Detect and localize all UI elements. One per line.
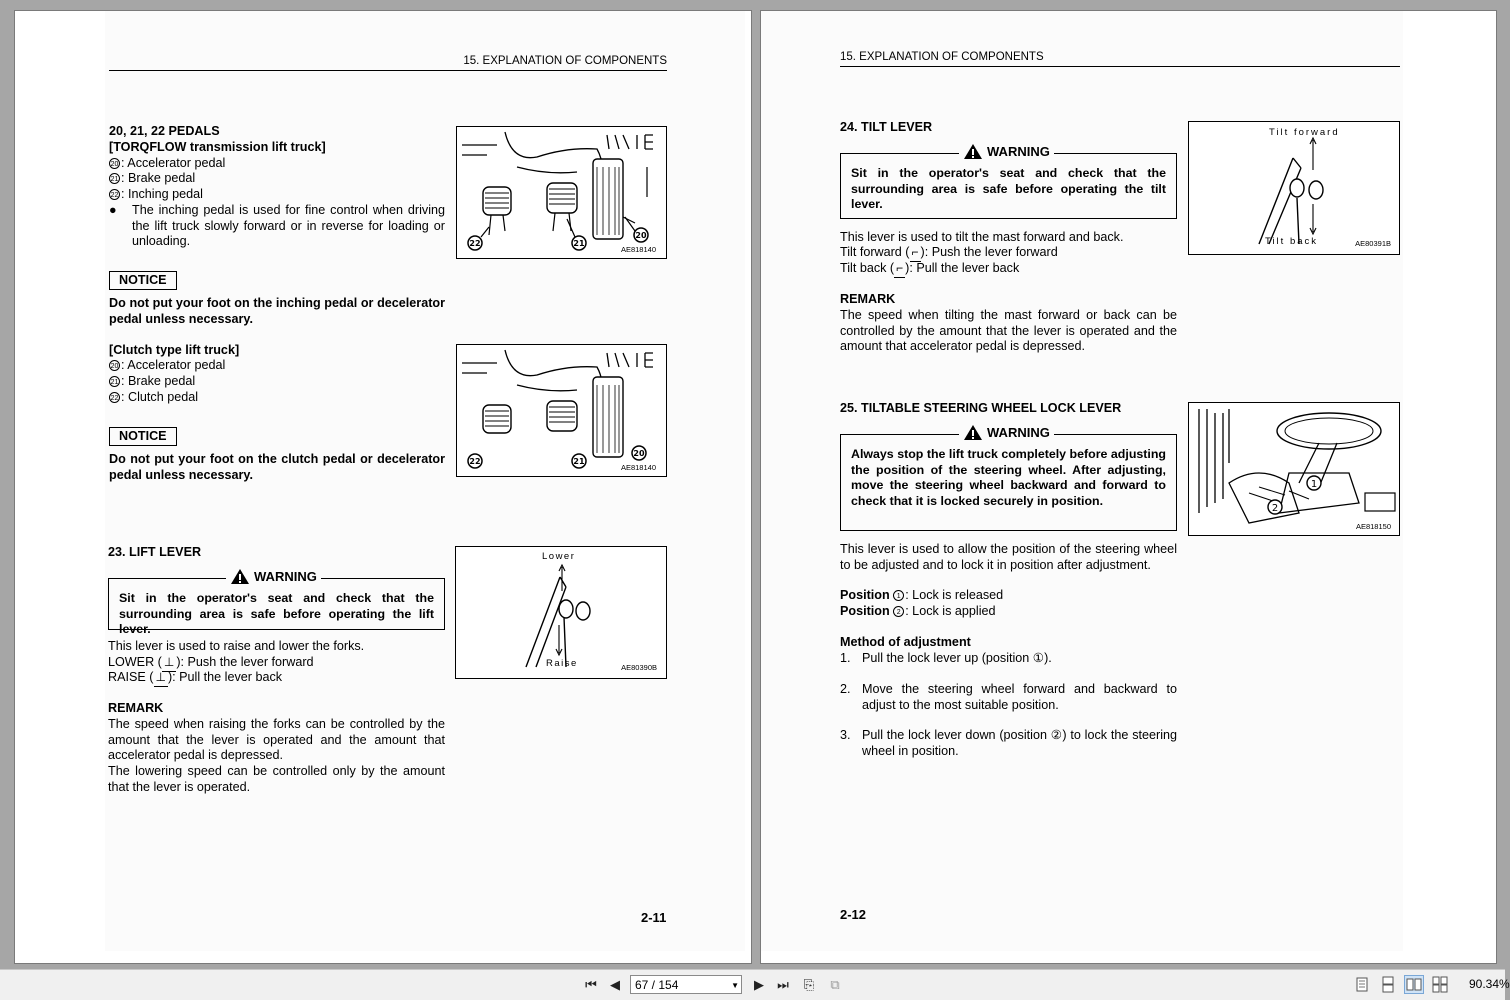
notice-label: NOTICE [109,427,177,446]
pedal-item: 21 : Brake pedal [110,171,196,185]
continuous-view-button[interactable] [1378,975,1398,994]
tilt-back-line: Tilt back ( ⌐ ): Pull the lever back [840,261,1019,278]
warning-icon [963,143,983,160]
svg-text:2: 2 [1271,503,1279,514]
step-text: Pull the lock lever up (position ①). [862,651,1052,665]
position-1-line: Position 1 : Lock is released [840,588,1004,602]
page-selector[interactable]: 67 / 154 ▼ [630,975,742,994]
previous-page-button[interactable]: ◀ [610,977,620,992]
page-number: 2-12 [840,907,867,922]
continuous-facing-icon [1430,975,1450,994]
clutch-item: 22 : Clutch pedal [110,390,199,404]
pedal-item: 20 : Accelerator pedal [110,156,226,170]
remark-label: REMARK [840,292,896,306]
step-text: Pull the lock lever down (position ②) to lock the steering wheel in position. [862,728,1177,758]
document-page-left [14,10,752,964]
inching-bullet-text: The inching pedal is used for fine control when driving the lift truck slowly forward or in reverse for loading or unloading. [132,203,445,249]
pedal-item: 22 : Inching pedal [110,187,203,201]
remark-text: The speed when tilting the mast forward or back can be controlled by the amount that the lever is operated and the amount that accelerator pedal is depressed. [840,308,1177,354]
step-number: 1. [840,651,851,665]
clutch-pedals-figure [456,344,667,477]
tilt-lever-figure [1188,121,1400,255]
facing-pages-icon [1405,976,1423,993]
warning-text: Sit in the operator's seat and check that the surrounding area is safe before operating the lift lever. [119,591,434,637]
lift-raise-line: RAISE ( ⊥ ): Pull the lever back [108,670,282,687]
page-number: 2-11 [641,910,667,925]
chevron-down-icon: ▼ [731,981,739,990]
section-title-tilt: 24. TILT LEVER [840,120,933,134]
notice-text: Do not put your foot on the inching pedal or decelerator pedal unless necessary. [109,296,445,326]
single-page-icon [1352,975,1372,994]
lift-lever-figure [455,546,667,679]
first-page-button[interactable]: ⏮ [585,977,597,992]
tilt-forward-icon: ⌐ [910,245,921,262]
remark-text: The lowering speed can be controlled only by the amount that the lever is operated. [108,764,445,794]
method-label: Method of adjustment [840,635,971,649]
step-text: Move the steering wheel forward and backward to adjust to the most suitable position. [862,682,1177,712]
svg-text:20: 20 [633,449,645,458]
notice-text: Do not put your foot on the clutch pedal or decelerator pedal unless necessary. [109,452,445,482]
rotate-page-icon[interactable]: ⎘ [803,977,815,992]
figure-code: AE818150 [1355,522,1391,531]
clutch-item: 20 : Accelerator pedal [110,358,226,372]
lift-lower-line: LOWER ( ⊥ ): Push the lever forward [108,655,314,672]
warning-text: Sit in the operator's seat and check that the surrounding area is safe before operating the tilt lever. [851,166,1166,212]
svg-text:1: 1 [1310,479,1318,490]
figure-label-forward: Tilt forward [1269,127,1340,138]
warning-box [108,569,445,637]
warning-header: WARNING [226,568,321,585]
figure-code: AE80390B [621,663,657,672]
section-title-lift: 23. LIFT LEVER [108,545,202,559]
section-title-steering: 25. TILTABLE STEERING WHEEL LOCK LEVER [840,401,1122,415]
step-number: 2. [840,682,851,696]
warning-icon [230,568,250,585]
tilt-back-icon: ⌐ [894,261,905,278]
tilt-intro: This lever is used to tilt the mast forward and back. [840,230,1124,244]
facing-view-button[interactable] [1404,975,1424,994]
step-number: 3. [840,728,851,742]
warning-text: Always stop the lift truck completely before adjusting the position of the steering wheel. After adjusting, move the steering wheel backward and forward to check that it is locked securely in position. [851,447,1166,508]
figure-label-back: Tilt back [1265,236,1319,247]
steering-lock-figure [1188,402,1400,536]
continuous-facing-view-button[interactable] [1430,975,1450,994]
notice-label: NOTICE [109,271,177,290]
zoom-level[interactable]: 90.34% [1469,977,1510,991]
position-2-line: Position 2 : Lock is applied [840,604,996,618]
single-page-view-button[interactable] [1352,975,1372,994]
warning-icon [963,424,983,441]
pedals-figure [456,126,667,259]
warning-box [840,144,1177,219]
copy-page-icon[interactable]: ⧉ [830,977,840,992]
next-page-button[interactable]: ▶ [754,977,764,992]
torqflow-subtitle: [TORQFLOW transmission lift truck] [109,140,326,154]
remark-label: REMARK [108,701,164,715]
svg-text:22: 22 [469,457,481,466]
lever-forward-icon: ⊥ [162,655,176,672]
header-text: 15. EXPLANATION OF COMPONENTS [840,51,1044,63]
clutch-subtitle: [Clutch type lift truck] [109,343,240,357]
warning-header: WARNING [959,143,1054,160]
header-text: 15. EXPLANATION OF COMPONENTS [463,55,667,67]
lift-intro: This lever is used to raise and lower the forks. [108,639,365,653]
steering-intro: This lever is used to allow the position of the steering wheel to be adjusted and to lock it in position after adjustment. [840,542,1177,572]
document-page-right [760,10,1497,964]
last-page-button[interactable]: ⏭ [777,977,789,992]
viewer-top-bar [0,0,1505,8]
tilt-forward-line: Tilt forward ( ⌐ ): Push the lever forward [840,245,1058,262]
figure-label-raise: Raise [546,658,578,669]
page-header [840,51,1400,67]
remark-text: The speed when raising the forks can be controlled by the amount that the lever is operated and the amount that accelerator pedal is depressed. [108,717,445,763]
svg-text:20: 20 [635,231,647,240]
lever-back-icon: ⊥ [154,670,168,687]
continuous-page-icon [1378,975,1398,994]
section-title-pedals: 20, 21, 22 PEDALS [109,124,220,138]
svg-text:21: 21 [573,457,585,466]
figure-code: AE818140 [620,245,656,254]
warning-box [840,425,1177,531]
clutch-item: 21 : Brake pedal [110,374,196,388]
figure-code: AE818140 [620,463,656,472]
warning-header: WARNING [959,424,1054,441]
page-header [109,55,667,71]
svg-text:22: 22 [469,239,481,248]
bullet-dot: ● [109,203,117,217]
svg-text:21: 21 [573,239,585,248]
viewer-toolbar [0,969,1510,1000]
figure-code: AE80391B [1355,239,1391,248]
figure-label-lower: Lower [542,551,576,562]
